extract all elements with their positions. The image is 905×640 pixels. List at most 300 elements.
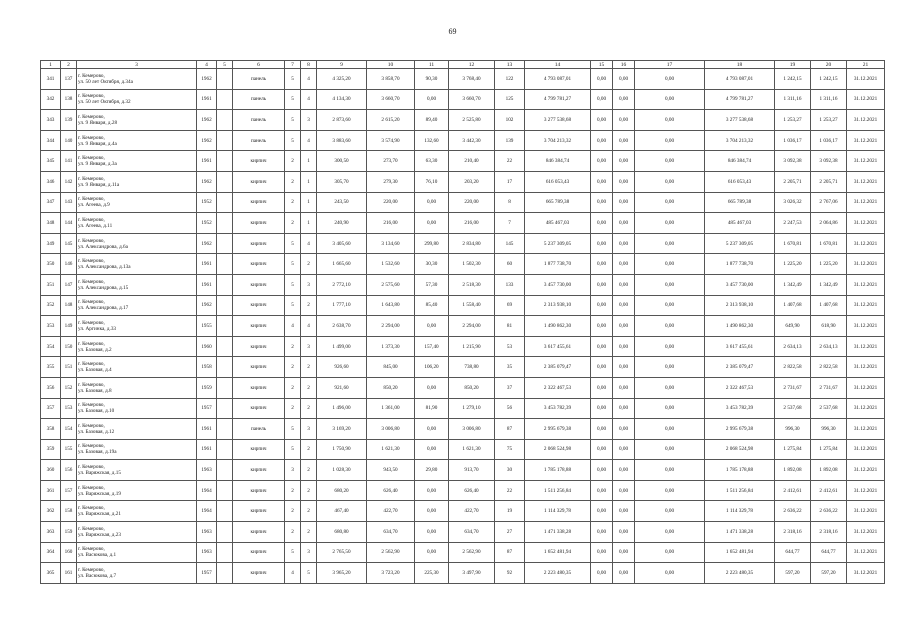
value-cell: 0,00 [591, 171, 613, 192]
value-cell: 0,00 [635, 316, 705, 337]
area-cell: 220,00 [449, 192, 495, 213]
value-cell: 0,00 [613, 460, 635, 481]
date-cell: 31.12.2021 [847, 89, 885, 110]
residents-cell: 22 [495, 151, 525, 172]
table-row [41, 69, 885, 90]
cost-cell: 2 068 524,98 [525, 439, 591, 460]
column-number-cell: 3 [77, 61, 197, 69]
address-cell [77, 89, 197, 110]
floors-cell: 2 [285, 213, 301, 234]
date-cell: 31.12.2021 [847, 295, 885, 316]
blank-cell [217, 171, 233, 192]
floors-cell: 5 [285, 274, 301, 295]
unit-cost-cell: 644,77 [775, 542, 811, 563]
value-cell: 0,00 [635, 522, 705, 543]
entrances-cell: 1 [301, 171, 317, 192]
date-cell: 31.12.2021 [847, 130, 885, 151]
value-cell: 0,00 [635, 501, 705, 522]
total-area-cell: 3 965,20 [317, 563, 367, 584]
row-number-cell: 353 [41, 316, 61, 337]
year-cell: 1962 [197, 233, 217, 254]
floors-cell: 5 [285, 110, 301, 131]
address-street: ул. Александрова, д.15 [78, 284, 129, 291]
value-cell: 0,00 [613, 480, 635, 501]
total-area-cell: 3 883,60 [317, 130, 367, 151]
entrances-cell: 2 [301, 439, 317, 460]
value-cell: 0,00 [635, 69, 705, 90]
value-cell: 0,00 [613, 377, 635, 398]
nonresidential-area-cell: 0,00 [415, 316, 449, 337]
total-area-cell: 4 134,30 [317, 89, 367, 110]
value-cell: 0,00 [613, 295, 635, 316]
blank-cell [217, 110, 233, 131]
unit-cost-cell: 1 225,20 [775, 254, 811, 275]
address-cell [77, 110, 197, 131]
residents-cell: 56 [495, 398, 525, 419]
value-cell: 0,00 [613, 171, 635, 192]
blank-cell [217, 522, 233, 543]
total-cost-cell: 3 277 538,68 [705, 110, 775, 131]
floors-cell: 2 [285, 398, 301, 419]
address-cell [77, 439, 197, 460]
housing-registry-table [40, 60, 885, 584]
residential-area-cell: 3 858,70 [367, 69, 415, 90]
blank-cell [217, 192, 233, 213]
address-city: г. Кемерово, [78, 464, 105, 471]
value-cell: 0,00 [613, 357, 635, 378]
value-cell: 0,00 [591, 357, 613, 378]
unit-cost-cell: 2 767,06 [811, 192, 847, 213]
cost-cell: 1 511 256,84 [525, 480, 591, 501]
table-body [41, 61, 885, 584]
date-cell: 31.12.2021 [847, 563, 885, 584]
unit-cost-cell: 1 242,15 [811, 69, 847, 90]
address-city: г. Кемерово, [78, 443, 105, 450]
residents-cell: 22 [495, 480, 525, 501]
unit-cost-cell: 1 407,68 [811, 295, 847, 316]
year-cell: 1962 [197, 130, 217, 151]
residents-cell: 75 [495, 439, 525, 460]
seq-number-cell: 156 [61, 460, 77, 481]
address-city: г. Кемерово, [78, 402, 105, 409]
column-number-cell: 7 [285, 61, 301, 69]
total-area-cell: 1 777,10 [317, 295, 367, 316]
residential-area-cell: 845,00 [367, 357, 415, 378]
date-cell: 31.12.2021 [847, 336, 885, 357]
nonresidential-area-cell: 89,40 [415, 110, 449, 131]
floors-cell: 2 [285, 522, 301, 543]
year-cell: 1952 [197, 213, 217, 234]
year-cell: 1962 [197, 110, 217, 131]
value-cell: 0,00 [635, 377, 705, 398]
wall-material-cell: кирпич [233, 171, 285, 192]
row-number-cell: 345 [41, 151, 61, 172]
floors-cell: 5 [285, 419, 301, 440]
cost-cell: 2 995 679,38 [525, 419, 591, 440]
address-street: ул. Варяжская, д.21 [78, 511, 121, 518]
value-cell: 0,00 [635, 336, 705, 357]
row-number-cell: 361 [41, 480, 61, 501]
nonresidential-area-cell: 0,00 [415, 439, 449, 460]
value-cell: 0,00 [591, 130, 613, 151]
blank-cell [217, 274, 233, 295]
table-row [41, 377, 885, 398]
area-cell: 1 621,30 [449, 439, 495, 460]
residents-cell: 19 [495, 501, 525, 522]
nonresidential-area-cell: 90,30 [415, 69, 449, 90]
table-row [41, 110, 885, 131]
blank-cell [217, 233, 233, 254]
unit-cost-cell: 1 275,84 [775, 439, 811, 460]
unit-cost-cell: 2 634,13 [811, 336, 847, 357]
cost-cell: 1 471 338,28 [525, 522, 591, 543]
value-cell: 0,00 [635, 89, 705, 110]
address-street: ул. 9 Января, д.3а [78, 161, 117, 168]
total-area-cell: 305,70 [317, 171, 367, 192]
value-cell: 0,00 [635, 274, 705, 295]
nonresidential-area-cell: 0,00 [415, 89, 449, 110]
total-area-cell: 243,50 [317, 192, 367, 213]
address-cell [77, 254, 197, 275]
residential-area-cell: 1 621,30 [367, 439, 415, 460]
unit-cost-cell: 1 311,16 [811, 89, 847, 110]
address-city: г. Кемерово, [78, 525, 105, 532]
entrances-cell: 4 [301, 233, 317, 254]
total-area-cell: 1 499,00 [317, 336, 367, 357]
unit-cost-cell: 1 253,27 [775, 110, 811, 131]
area-cell: 2 294,00 [449, 316, 495, 337]
residential-area-cell: 2 294,00 [367, 316, 415, 337]
unit-cost-cell: 2 205,71 [775, 171, 811, 192]
value-cell: 0,00 [591, 419, 613, 440]
area-cell: 2 525,80 [449, 110, 495, 131]
address-city: г. Кемерово, [78, 484, 105, 491]
wall-material-cell: кирпич [233, 501, 285, 522]
entrances-cell: 3 [301, 336, 317, 357]
date-cell: 31.12.2021 [847, 110, 885, 131]
date-cell: 31.12.2021 [847, 151, 885, 172]
value-cell: 0,00 [635, 542, 705, 563]
year-cell: 1952 [197, 192, 217, 213]
date-cell: 31.12.2021 [847, 398, 885, 419]
value-cell: 0,00 [635, 130, 705, 151]
floors-cell: 4 [285, 316, 301, 337]
residential-area-cell: 3 660,70 [367, 89, 415, 110]
entrances-cell: 2 [301, 522, 317, 543]
address-street: ул. Агеева, д.9 [78, 202, 110, 209]
total-cost-cell: 3 453 782,39 [705, 398, 775, 419]
total-cost-cell: 1 511 256,84 [705, 480, 775, 501]
entrances-cell: 2 [301, 501, 317, 522]
value-cell: 0,00 [613, 398, 635, 419]
year-cell: 1958 [197, 357, 217, 378]
unit-cost-cell: 1 253,27 [811, 110, 847, 131]
nonresidential-area-cell: 157,40 [415, 336, 449, 357]
nonresidential-area-cell: 132,60 [415, 130, 449, 151]
area-cell: 1 215,90 [449, 336, 495, 357]
address-city: г. Кемерово, [78, 175, 105, 182]
column-number-cell: 21 [847, 61, 885, 69]
wall-material-cell: кирпич [233, 233, 285, 254]
row-number-cell: 343 [41, 110, 61, 131]
area-cell: 3 442,30 [449, 130, 495, 151]
wall-material-cell: панель [233, 110, 285, 131]
seq-number-cell: 144 [61, 213, 77, 234]
residential-area-cell: 1 361,00 [367, 398, 415, 419]
seq-number-cell: 140 [61, 130, 77, 151]
table-row [41, 357, 885, 378]
entrances-cell: 3 [301, 110, 317, 131]
blank-cell [217, 295, 233, 316]
address-cell [77, 419, 197, 440]
unit-cost-cell: 1 311,16 [775, 89, 811, 110]
year-cell: 1962 [197, 295, 217, 316]
row-number-cell: 358 [41, 419, 61, 440]
cost-cell: 4 793 087,01 [525, 69, 591, 90]
residential-area-cell: 2 615,20 [367, 110, 415, 131]
row-number-cell: 352 [41, 295, 61, 316]
value-cell: 0,00 [613, 501, 635, 522]
total-area-cell: 680,20 [317, 480, 367, 501]
nonresidential-area-cell: 106,20 [415, 357, 449, 378]
table-row [41, 130, 885, 151]
total-area-cell: 926,60 [317, 357, 367, 378]
year-cell: 1960 [197, 336, 217, 357]
date-cell: 31.12.2021 [847, 542, 885, 563]
blank-cell [217, 460, 233, 481]
address-cell [77, 274, 197, 295]
year-cell: 1961 [197, 89, 217, 110]
residential-area-cell: 3 723,20 [367, 563, 415, 584]
total-area-cell: 467,40 [317, 501, 367, 522]
column-number-cell: 16 [613, 61, 635, 69]
value-cell: 0,00 [613, 274, 635, 295]
unit-cost-cell: 2 247,53 [775, 213, 811, 234]
address-street: ул. 9 Января, д.28 [78, 119, 118, 126]
address-city: г. Кемерово, [78, 381, 105, 388]
total-cost-cell: 1 785 178,88 [705, 460, 775, 481]
value-cell: 0,00 [613, 69, 635, 90]
area-cell: 2 562,90 [449, 542, 495, 563]
residents-cell: 125 [495, 89, 525, 110]
entrances-cell: 1 [301, 192, 317, 213]
value-cell: 0,00 [613, 563, 635, 584]
address-cell [77, 398, 197, 419]
blank-cell [217, 89, 233, 110]
residential-area-cell: 1 373,30 [367, 336, 415, 357]
floors-cell: 5 [285, 130, 301, 151]
table-row [41, 151, 885, 172]
column-number-row [41, 61, 885, 69]
year-cell: 1963 [197, 460, 217, 481]
address-cell [77, 480, 197, 501]
nonresidential-area-cell: 0,00 [415, 542, 449, 563]
row-number-cell: 364 [41, 542, 61, 563]
floors-cell: 5 [285, 295, 301, 316]
value-cell: 0,00 [635, 357, 705, 378]
total-cost-cell: 1 114 329,78 [705, 501, 775, 522]
year-cell: 1962 [197, 69, 217, 90]
cost-cell: 2 385 079,47 [525, 357, 591, 378]
floors-cell: 2 [285, 480, 301, 501]
row-number-cell: 357 [41, 398, 61, 419]
value-cell: 0,00 [613, 192, 635, 213]
total-cost-cell: 846 384,74 [705, 151, 775, 172]
seq-number-cell: 143 [61, 192, 77, 213]
floors-cell: 2 [285, 377, 301, 398]
table-row [41, 171, 885, 192]
value-cell: 0,00 [613, 439, 635, 460]
year-cell: 1961 [197, 151, 217, 172]
cost-cell: 4 799 781,27 [525, 89, 591, 110]
area-cell: 203,20 [449, 171, 495, 192]
wall-material-cell: кирпич [233, 542, 285, 563]
date-cell: 31.12.2021 [847, 233, 885, 254]
residents-cell: 122 [495, 69, 525, 90]
total-cost-cell: 2 068 524,98 [705, 439, 775, 460]
residential-area-cell: 422,70 [367, 501, 415, 522]
total-cost-cell: 1 471 338,28 [705, 522, 775, 543]
wall-material-cell: кирпич [233, 254, 285, 275]
value-cell: 0,00 [635, 460, 705, 481]
address-city: г. Кемерово, [78, 299, 105, 306]
table-row [41, 480, 885, 501]
unit-cost-cell: 2 636,22 [775, 501, 811, 522]
area-cell: 626,40 [449, 480, 495, 501]
entrances-cell: 4 [301, 130, 317, 151]
cost-cell: 3 617 455,61 [525, 336, 591, 357]
seq-number-cell: 150 [61, 336, 77, 357]
total-area-cell: 1 028,30 [317, 460, 367, 481]
year-cell: 1961 [197, 439, 217, 460]
unit-cost-cell: 2 318,16 [775, 522, 811, 543]
value-cell: 0,00 [635, 419, 705, 440]
address-street: ул. 9 Января, д.11а [78, 181, 120, 188]
wall-material-cell: кирпич [233, 151, 285, 172]
residents-cell: 139 [495, 130, 525, 151]
address-cell [77, 316, 197, 337]
entrances-cell: 2 [301, 377, 317, 398]
value-cell: 0,00 [591, 460, 613, 481]
address-street: ул. Базовая, д.4 [78, 367, 112, 374]
row-number-cell: 355 [41, 357, 61, 378]
value-cell: 0,00 [613, 419, 635, 440]
unit-cost-cell: 3 092,38 [811, 151, 847, 172]
date-cell: 31.12.2021 [847, 213, 885, 234]
cost-cell: 665 789,38 [525, 192, 591, 213]
address-cell [77, 213, 197, 234]
wall-material-cell: кирпич [233, 563, 285, 584]
value-cell: 0,00 [635, 254, 705, 275]
floors-cell: 2 [285, 357, 301, 378]
unit-cost-cell: 2 537,68 [775, 398, 811, 419]
wall-material-cell: панель [233, 69, 285, 90]
residents-cell: 133 [495, 274, 525, 295]
address-street: ул. Базовая, д.10 [78, 408, 115, 415]
date-cell: 31.12.2021 [847, 460, 885, 481]
address-city: г. Кемерово, [78, 93, 105, 100]
address-cell [77, 295, 197, 316]
value-cell: 0,00 [613, 151, 635, 172]
blank-cell [217, 130, 233, 151]
value-cell: 0,00 [613, 522, 635, 543]
column-number-cell: 9 [317, 61, 367, 69]
column-number-cell: 8 [301, 61, 317, 69]
value-cell: 0,00 [591, 213, 613, 234]
unit-cost-cell: 1 670,81 [775, 233, 811, 254]
entrances-cell: 4 [301, 89, 317, 110]
total-area-cell: 4 325,20 [317, 69, 367, 90]
page-number: 69 [448, 27, 457, 36]
value-cell: 0,00 [591, 295, 613, 316]
area-cell: 634,70 [449, 522, 495, 543]
seq-number-cell: 151 [61, 357, 77, 378]
unit-cost-cell: 1 342,49 [811, 274, 847, 295]
residents-cell: 8 [495, 192, 525, 213]
wall-material-cell: панель [233, 419, 285, 440]
wall-material-cell: кирпич [233, 480, 285, 501]
column-number-cell: 12 [449, 61, 495, 69]
total-area-cell: 300,50 [317, 151, 367, 172]
column-number-cell: 15 [591, 61, 613, 69]
address-cell [77, 192, 197, 213]
blank-cell [217, 316, 233, 337]
value-cell: 0,00 [591, 274, 613, 295]
value-cell: 0,00 [591, 316, 613, 337]
date-cell: 31.12.2021 [847, 357, 885, 378]
date-cell: 31.12.2021 [847, 254, 885, 275]
date-cell: 31.12.2021 [847, 439, 885, 460]
address-street: ул. Варяжская, д.19 [78, 490, 121, 497]
address-street: ул. 9 Января, д.4а [78, 140, 117, 147]
year-cell: 1955 [197, 316, 217, 337]
unit-cost-cell: 996,30 [775, 419, 811, 440]
entrances-cell: 3 [301, 419, 317, 440]
year-cell: 1964 [197, 501, 217, 522]
residents-cell: 53 [495, 336, 525, 357]
date-cell: 31.12.2021 [847, 480, 885, 501]
seq-number-cell: 145 [61, 233, 77, 254]
floors-cell: 2 [285, 151, 301, 172]
column-number-cell: 2 [61, 61, 77, 69]
total-area-cell: 921,60 [317, 377, 367, 398]
entrances-cell: 1 [301, 151, 317, 172]
column-number-cell: 5 [217, 61, 233, 69]
row-number-cell: 347 [41, 192, 61, 213]
address-street: ул. Базовая, д.8 [78, 387, 112, 394]
residents-cell: 145 [495, 233, 525, 254]
floors-cell: 4 [285, 563, 301, 584]
floors-cell: 5 [285, 233, 301, 254]
table-row [41, 192, 885, 213]
entrances-cell: 5 [301, 563, 317, 584]
residential-area-cell: 220,00 [367, 192, 415, 213]
residents-cell: 102 [495, 110, 525, 131]
residential-area-cell: 634,70 [367, 522, 415, 543]
value-cell: 0,00 [635, 233, 705, 254]
blank-cell [217, 542, 233, 563]
column-number-cell: 1 [41, 61, 61, 69]
unit-cost-cell: 2 636,22 [811, 501, 847, 522]
value-cell: 0,00 [635, 480, 705, 501]
residents-cell: 87 [495, 419, 525, 440]
total-area-cell: 3 405,60 [317, 233, 367, 254]
total-area-cell: 680,80 [317, 522, 367, 543]
table-row [41, 89, 885, 110]
seq-number-cell: 138 [61, 89, 77, 110]
address-cell [77, 542, 197, 563]
column-number-cell: 10 [367, 61, 415, 69]
